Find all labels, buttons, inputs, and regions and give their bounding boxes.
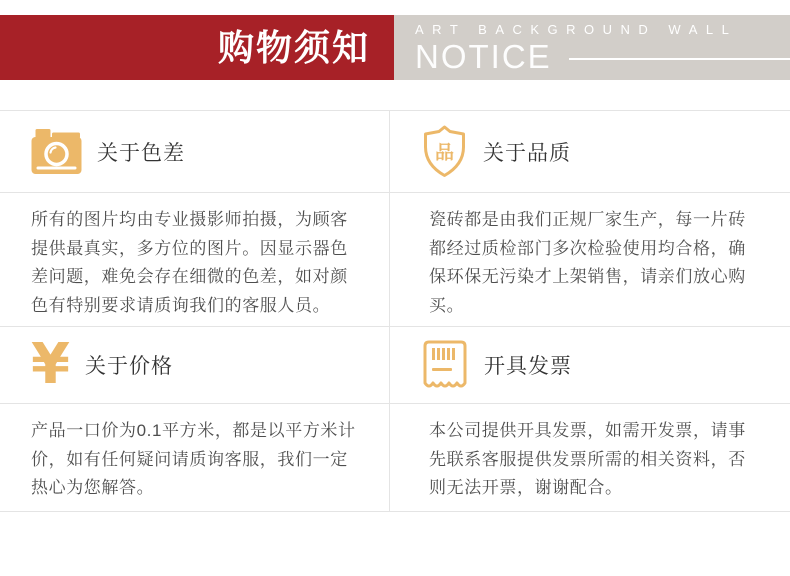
header-banner [0,15,790,80]
shopping-notice-page [0,15,790,576]
section-title: 关于品质 [483,141,571,165]
section-quality-body: 瓷砖都是由我们正规厂家生产，每一片砖都经过质检部门多次检验使用均合格，确保环保无污染才上架销售，请亲们放心购买。 [390,193,790,327]
notice-grid [0,110,790,512]
svg-text:品: 品 [434,142,455,163]
section-invoice-body: 本公司提供开具发票，如需开发票，请事先联系客服提供发票所需的相关资料，否则无法开票，谢谢配合。 [429,421,746,497]
yuan-icon: ¥ [31,331,70,397]
section-price-body: 产品一口价为0.1平方米，都是以平方米计价，如有任何疑问请质询客服，我们一定热心为您解答。 [0,404,390,511]
section-color-difference-header [0,111,390,193]
page-title: 购物须知 [217,26,370,68]
header-tagline: ART BACKGROUND WALL [415,22,738,37]
camera-icon [31,128,82,175]
header-banner-gray [394,15,790,80]
section-invoice-header [390,327,790,404]
section-title: 关于色差 [97,141,185,165]
section-title: 开具发票 [484,355,572,378]
section-title: 关于价格 [84,355,173,378]
header-notice-label: NOTICE [415,38,552,75]
section-color-difference-body: 所有的图片均由专业摄影师拍摄，为顾客提供最真实，多方位的图片。因显示器色差问题，难免会存在细微的色差，如对颜色有特别要求请质询我们的客服人员。 [0,193,390,327]
header-banner-red [0,15,394,80]
quality-shield-icon [421,124,468,180]
section-quality-header [390,111,790,193]
header-notice-row [415,40,790,73]
invoice-icon [421,338,469,392]
section-price-header [0,327,390,404]
header-rule-line [569,58,790,60]
